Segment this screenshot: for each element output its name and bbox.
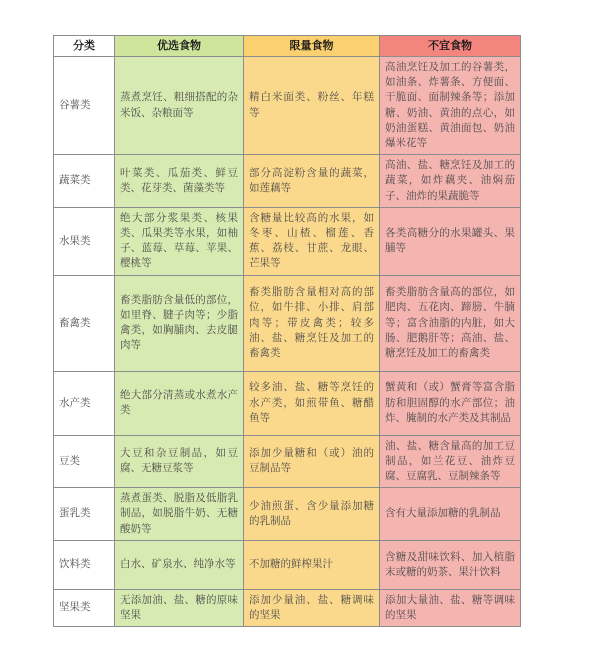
recommended-cell: 大豆和杂豆制品，如豆腐、无糖豆浆等 — [115, 435, 244, 488]
avoid-cell: 含糖及甜味饮料、加入植脂末或糖的奶茶、果汁饮料 — [380, 540, 521, 589]
avoid-cell: 添加大量油、盐、糖等调味的坚果 — [380, 589, 521, 626]
row-category: 饮料类 — [54, 540, 115, 589]
recommended-cell: 畜类脂肪含量低的部位，如里脊、腱子肉等；少脂禽类，如胸脯肉、去皮腿肉等 — [115, 275, 244, 371]
limited-cell: 添加少量糖和（或）油的豆制品等 — [244, 435, 380, 488]
limited-cell: 少油煎蛋、含少量添加糖的乳制品 — [244, 488, 380, 541]
row-category: 蛋乳类 — [54, 488, 115, 541]
avoid-cell: 蟹黄和（或）蟹膏等富含脂肪和胆固醇的水产部位；油炸、腌制的水产类及其制品 — [380, 371, 521, 435]
header-avoid: 不宜食物 — [380, 36, 521, 57]
table-row — [54, 155, 521, 208]
row-category: 畜禽类 — [54, 275, 115, 371]
row-category: 谷薯类 — [54, 57, 115, 155]
limited-cell: 精白米面类、粉丝、年糕等 — [244, 57, 380, 155]
header-limited: 限量食物 — [244, 36, 380, 57]
avoid-cell: 含有大量添加糖的乳制品 — [380, 488, 521, 541]
header-recommended: 优选食物 — [115, 36, 244, 57]
header-category: 分类 — [54, 36, 115, 57]
table-row — [54, 275, 521, 371]
recommended-cell: 蒸煮烹饪、粗细搭配的杂米饭、杂粮面等 — [115, 57, 244, 155]
table-row — [54, 488, 521, 541]
avoid-cell: 油、盐、糖含量高的加工豆制品，如兰花豆、油炸豆腐、豆腐乳、豆制辣条等 — [380, 435, 521, 488]
row-category: 水产类 — [54, 371, 115, 435]
recommended-cell: 绝大部分清蒸或水煮水产类 — [115, 371, 244, 435]
table-row — [54, 207, 521, 275]
recommended-cell: 绝大部分浆果类、核果类、瓜果类等水果，如柚子、蓝莓、草莓、苹果、樱桃等 — [115, 207, 244, 275]
avoid-cell: 高油烹饪及加工的谷薯类，如油条、炸薯条、方便面、干脆面、面制辣条等；添加糖、奶油、黄油的点心，如奶油蛋糕、黄油面包、奶油爆米花等 — [380, 57, 521, 155]
food-guide-table — [53, 35, 521, 627]
avoid-cell: 畜类脂肪含量高的部位，如肥肉、五花肉、蹄膀、牛腩等；富含油脂的内脏，如大肠、肥鹅肝等；高油、盐、糖烹饪及加工的畜禽类 — [380, 275, 521, 371]
row-category: 蔬菜类 — [54, 155, 115, 208]
limited-cell: 含糖量比较高的水果，如冬枣、山楂、榴莲、香蕉、荔枝、甘蔗、龙眼、芒果等 — [244, 207, 380, 275]
avoid-cell: 各类高糖分的水果罐头、果脯等 — [380, 207, 521, 275]
limited-cell: 部分高淀粉含量的蔬菜，如莲藕等 — [244, 155, 380, 208]
limited-cell: 添加少量油、盐、糖调味的坚果 — [244, 589, 380, 626]
row-category: 水果类 — [54, 207, 115, 275]
row-category: 坚果类 — [54, 589, 115, 626]
limited-cell: 畜类脂肪含量相对高的部位，如牛排、小排、肩部肉等；带皮禽类；较多油、盐、糖烹饪及加工的畜禽类 — [244, 275, 380, 371]
table-row — [54, 371, 521, 435]
row-category: 豆类 — [54, 435, 115, 488]
recommended-cell: 无添加油、盐、糖的原味坚果 — [115, 589, 244, 626]
recommended-cell: 蒸煮蛋类、脱脂及低脂乳制品，如脱脂牛奶、无糖酸奶等 — [115, 488, 244, 541]
table-header-row — [54, 36, 521, 57]
recommended-cell: 白水、矿泉水、纯净水等 — [115, 540, 244, 589]
limited-cell: 较多油、盐、糖等烹饪的水产类，如煎带鱼、糖醋鱼等 — [244, 371, 380, 435]
recommended-cell: 叶菜类、瓜茄类、鲜豆类、花芽类、菌藻类等 — [115, 155, 244, 208]
avoid-cell: 高油、盐、糖烹饪及加工的蔬菜，如炸藕夹、油焖茄子、油炸的果蔬脆等 — [380, 155, 521, 208]
table-row — [54, 540, 521, 589]
table-row — [54, 57, 521, 155]
table-row — [54, 435, 521, 488]
table-row — [54, 589, 521, 626]
limited-cell: 不加糖的鲜榨果汁 — [244, 540, 380, 589]
